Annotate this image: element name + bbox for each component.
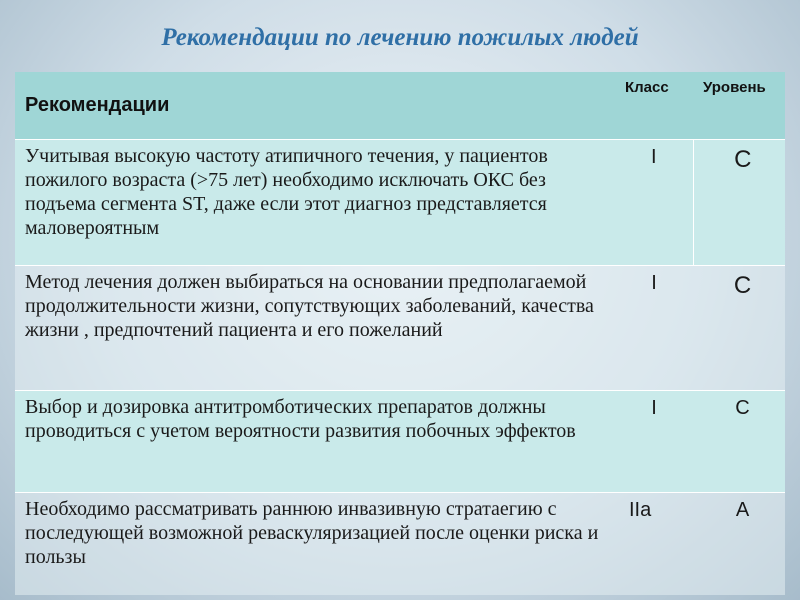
level-value: A (693, 493, 785, 596)
class-value: I (615, 266, 693, 391)
table-header-row (15, 72, 785, 140)
table-row (15, 493, 785, 596)
level-value: C (693, 391, 785, 493)
header-recommendations: Рекомендации (15, 72, 615, 140)
recommendations-table (15, 72, 785, 595)
class-value: IIa (615, 493, 693, 596)
table-row (15, 140, 785, 266)
table-row (15, 391, 785, 493)
header-level: Уровень (693, 72, 785, 140)
level-value: C (693, 266, 785, 391)
recommendation-text: Выбор и дозировка антитромботических препаратов должны проводиться с учетом вероятности развития побочных эффектов (15, 391, 615, 493)
slide-title: Рекомендации по лечению пожилых людей (161, 24, 639, 51)
recommendation-text: Учитывая высокую частоту атипичного течения, у пациентов пожилого возраста (>75 лет) необходимо исключать ОКС без подъема сегмента ST, даже если этот диагноз представляется маловероятным (15, 140, 615, 266)
class-value: I (615, 140, 693, 266)
class-value: I (615, 391, 693, 493)
level-value: C (693, 140, 785, 266)
header-class: Класс (615, 72, 693, 140)
table-row (15, 266, 785, 391)
recommendation-text: Метод лечения должен выбираться на основании предполагаемой продолжительности жизни, сопутствующих заболеваний, качества жизни , предпочтений пациента и его пожеланий (15, 266, 615, 391)
recommendation-text: Необходимо рассматривать раннюю инвазивную стратаегию с последующей возможной реваскуляризацией после оценки риска и пользы (15, 493, 615, 596)
